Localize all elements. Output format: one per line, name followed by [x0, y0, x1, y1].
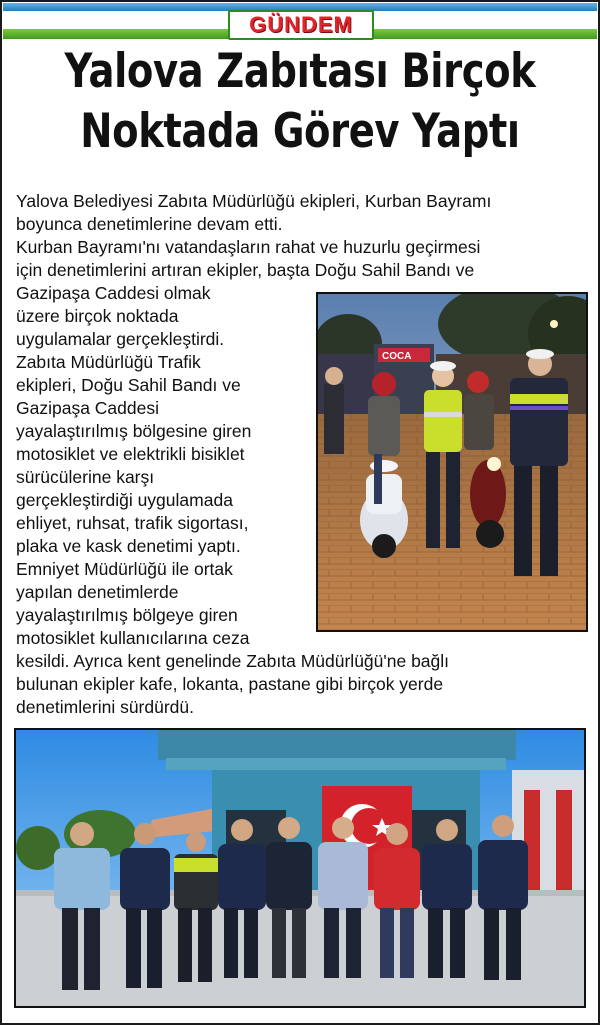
body-line: için denetimlerini artıran ekipler, başta Doğu Sahil Bandı ve	[16, 260, 475, 280]
body-line: uygulamalar gerçekleştirdi.	[16, 329, 225, 349]
body-line: plaka ve kask denetimi yaptı.	[16, 536, 241, 556]
body-line: boyunca denetimlerine devam etti.	[16, 214, 283, 234]
body-line: yayalaştırılmış bölgeye giren	[16, 605, 238, 625]
body-line: kesildi. Ayrıca kent genelinde Zabıta Müdürlüğü'ne bağlı	[16, 651, 450, 671]
kiosk-sign-text: COCA	[382, 351, 412, 362]
headline-line-2: Noktada Görev Yaptı	[80, 104, 520, 159]
body-full-lines	[16, 190, 491, 282]
body-line: gerçekleştirdiği uygulamada	[16, 490, 233, 510]
body-line: Gazipaşa Caddesi	[16, 398, 159, 418]
section-label: GÜNDEM	[249, 12, 353, 37]
section-label-box	[228, 10, 374, 40]
photo-group-illustration	[16, 730, 584, 1006]
photo-night-inspection-illustration	[318, 294, 586, 630]
body-line: motosiklet kullanıcılarına ceza	[16, 628, 250, 648]
body-line: motosiklet ve elektrikli bisiklet	[16, 444, 245, 464]
body-line: Zabıta Müdürlüğü Trafik	[16, 352, 201, 372]
body-line: yapılan denetimlerde	[16, 582, 179, 602]
body-line: bulunan ekipler kafe, lokanta, pastane gibi birçok yerde	[16, 674, 444, 694]
headline-line-1: Yalova Zabıtası Birçok	[64, 44, 536, 99]
photo-group	[14, 728, 586, 1008]
body-line: Emniyet Müdürlüğü ile ortak	[16, 559, 233, 579]
body-line: denetimlerini sürdürdü.	[16, 697, 195, 717]
body-line: sürücülerine karşı	[16, 467, 155, 487]
body-closing-lines	[16, 650, 449, 719]
headline	[61, 42, 540, 162]
body-line: Yalova Belediyesi Zabıta Müdürlüğü ekipleri, Kurban Bayramı	[16, 191, 492, 211]
photo-night-inspection	[316, 292, 588, 632]
body-line: ehliyet, ruhsat, trafik sigortası,	[16, 513, 249, 533]
body-column-lines	[16, 282, 251, 650]
body-line: ekipleri, Doğu Sahil Bandı ve	[16, 375, 241, 395]
body-line: yayalaştırılmış bölgesine giren	[16, 421, 252, 441]
body-line: Gazipaşa Caddesi olmak	[16, 283, 211, 303]
body-line: üzere birçok noktada	[16, 306, 179, 326]
body-line: Kurban Bayramı'nı vatandaşların rahat ve huzurlu geçirmesi	[16, 237, 481, 257]
